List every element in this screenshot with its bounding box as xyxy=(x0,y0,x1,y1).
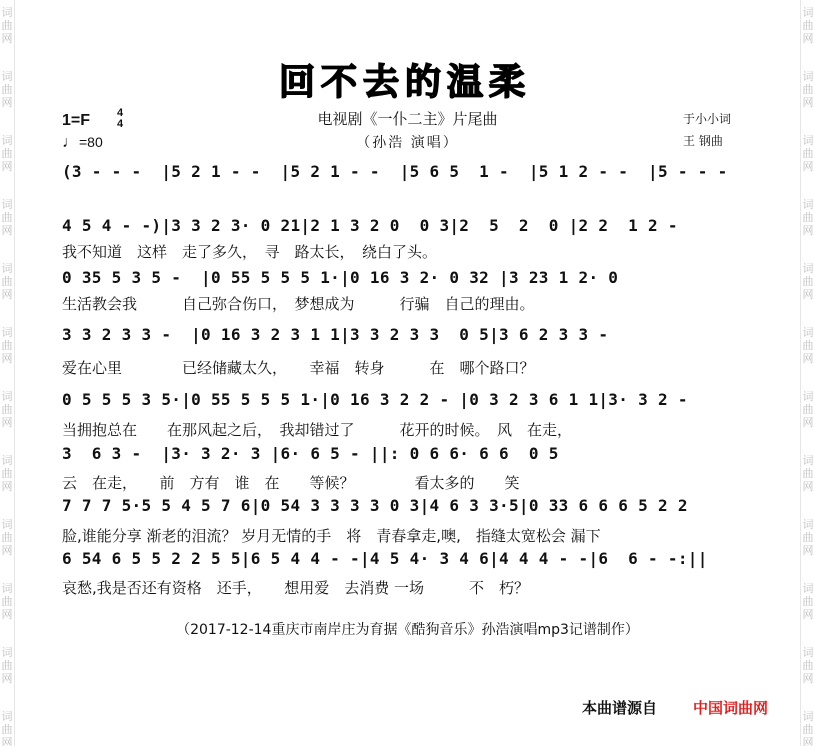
watermark-text: 词 曲 网 xyxy=(802,518,814,557)
watermark-text: 词 曲 网 xyxy=(802,646,814,685)
notation-line-8: 6 54 6 5 5 2 2 5 5|6 5 4 4 - -|4 5 4· 3 4 6|4 4 4 - -|6 6 - -:|| xyxy=(62,549,708,568)
transcription-note: （2017-12-14重庆市南岸庄为育据《酷狗音乐》孙浩演唱mp3记谱制作） xyxy=(176,622,639,638)
lyric-line-6: 云 在走， 前 方有 谁 在 等候？ 看太多的 笑 xyxy=(62,474,520,492)
watermark-text: 词 曲 网 xyxy=(1,646,13,685)
subtitle: 电视剧《一仆二主》片尾曲 xyxy=(317,110,498,128)
singer: （孙浩 演唱） xyxy=(356,135,459,151)
watermark-text: 词 曲 网 xyxy=(802,710,814,746)
watermark-text: 词 曲 网 xyxy=(802,390,814,429)
watermark-text: 词 曲 网 xyxy=(1,134,13,173)
brand-name: 中国词曲网 xyxy=(693,699,769,717)
source-label: 本曲谱源自 xyxy=(582,699,658,717)
watermark-text: 词 曲 网 xyxy=(802,6,814,45)
notation-line-2: 4 5 4 - -)|3 3 2 3· 0 21|2 1 3 2 0 0 3|2 5 2 0 |2 2 1 2 - xyxy=(62,216,678,235)
watermark-text: 词 曲 网 xyxy=(1,454,13,493)
notation-line-1: (3 - - - |5 2 1 - - |5 2 1 - - |5 6 5 1 - |5 1 2 - - |5 - - - xyxy=(62,162,728,181)
lyric-line-5: 当拥抱总在 在那风起之后， 我却错过了 花开的时候。 风 在走， xyxy=(62,421,573,439)
lyric-line-2: 我不知道 这样 走了多久， 寻 路太长， 绕白了头。 xyxy=(62,243,438,261)
watermark-text: 词 曲 网 xyxy=(1,390,13,429)
song-title: 回不去的温柔 xyxy=(278,62,531,103)
watermark-text: 词 曲 网 xyxy=(802,198,814,237)
watermark-text: 词 曲 网 xyxy=(802,70,814,109)
lyricist-credit: 于小小词 xyxy=(683,112,732,126)
watermark-text: 词 曲 网 xyxy=(802,454,814,493)
lyric-line-3: 生活教会我 自己弥合伤口， 梦想成为 行骗 自己的理由。 xyxy=(62,295,535,313)
composer-credit: 王 钢曲 xyxy=(683,134,723,148)
notation-line-7: 7 7 7 5·5 5 4 5 7 6|0 54 3 3 3 3 0 3|4 6 3 3·5|0 33 6 6 6 5 2 2 xyxy=(62,496,688,515)
watermark-text: 词 曲 网 xyxy=(802,262,814,301)
watermark-text: 词 曲 网 xyxy=(1,198,13,237)
lyric-line-7: 脸,谁能分享 渐老的泪流？ 岁月无情的手 将 青春拿走,噢, 指缝太宽松会 漏下 xyxy=(62,527,601,545)
watermark-text: 词 曲 网 xyxy=(802,326,814,365)
notation-line-5: 0 5 5 5 3 5·|0 55 5 5 5 1·|0 16 3 2 2 - |0 3 2 3 6 1 1|3· 3 2 - xyxy=(62,390,688,409)
watermark-text: 词 曲 网 xyxy=(1,262,13,301)
watermark-text: 词 曲 网 xyxy=(1,326,13,365)
key-signature: 1=F xyxy=(62,112,91,129)
tempo-marking: ♩=80 xyxy=(62,134,103,151)
watermark-text: 词 曲 网 xyxy=(1,582,13,621)
watermark-text: 词 曲 网 xyxy=(1,710,13,746)
watermark-text: 词 曲 网 xyxy=(1,70,13,109)
notation-line-6: 3 6 3 - |3· 3 2· 3 |6· 6 5 - ||: 0 6 6· 6 6 0 5 xyxy=(62,444,559,463)
lyric-line-8: 哀愁,我是否还有资格 还手， 想用爱 去消费 一场 不 朽？ xyxy=(62,579,530,597)
watermark-text: 词 曲 网 xyxy=(802,134,814,173)
watermark-text: 词 曲 网 xyxy=(1,6,13,45)
quarter-note-icon: ♩ xyxy=(62,134,78,151)
notation-line-3: 0 35 5 3 5 - |0 55 5 5 5 1·|0 16 3 2· 0 32 |3 23 1 2· 0 xyxy=(62,268,619,287)
watermark-text: 词 曲 网 xyxy=(802,582,814,621)
watermark-text: 词 曲 网 xyxy=(1,518,13,557)
time-signature: 4 4 xyxy=(116,107,124,130)
notation-line-4: 3 3 2 3 3 - |0 16 3 2 3 1 1|3 3 2 3 3 0 5|3 6 2 3 3 - xyxy=(62,325,609,344)
lyric-line-4: 爱在心里 已经储藏太久， 幸福 转身 在 哪个路口？ xyxy=(62,359,535,377)
